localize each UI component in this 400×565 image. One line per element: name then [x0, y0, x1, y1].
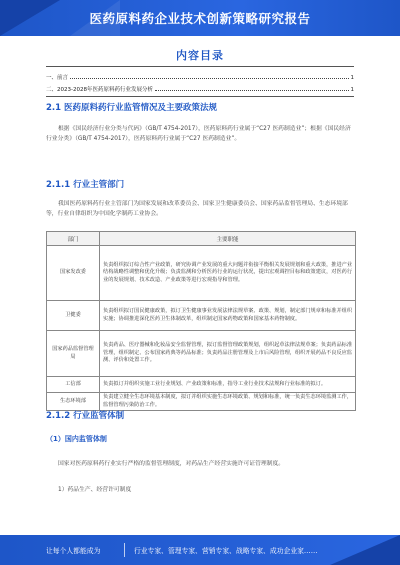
section-paragraph: 我国医药原料药行业主管部门为国家发展和改革委员会、国家卫生健康委员会、国家药品监督管理局、生态环境部等，行业自律组织为中国化学制药工业协会。 — [46, 201, 348, 217]
footer-tagline: 行业专家、管理专家、营销专家、战略专家、成功企业家…… — [134, 547, 318, 555]
footer-slogan: 让每个人都能成为 — [46, 547, 101, 555]
table-cell-dept: 国家发改委 — [47, 246, 100, 301]
table-cell-func: 负责建立健全生态环境基本制度，拟订并组织实施生态环境政策、规划和标准，统一负责生态环境监测工作，监督管理污染防治工作。 — [100, 393, 356, 411]
table-row — [47, 393, 356, 411]
section-heading: 2.1.1 行业主管部门 — [46, 180, 125, 190]
section-heading: 2.1.2 行业监管体制 — [46, 411, 125, 421]
section-paragraph: 国家对医药原料药行业实行严格的监督管理制度，对药品生产经营实施许可证管理制度。 — [58, 461, 285, 467]
toc-entry-page: 1 — [350, 75, 354, 81]
table-row — [47, 331, 356, 377]
toc-divider — [46, 66, 354, 67]
table-header-row — [47, 232, 356, 246]
toc-title: 内容目录 — [176, 49, 224, 62]
toc-leader-dots — [155, 90, 349, 91]
table-cell-func: 负责药品、医疗器械和化妆品安全监督管理，拟订监督管理政策规划，组织起草法律法规草案；负责药品标准管理，组织制定、公布国家药典等药品标准；负责药品注册管理及上市后风险管理，组织开展药品不良反应监测、评价和处置工作。 — [100, 331, 356, 377]
table-cell-func: 负责组织拟订国民健康政策，拟订卫生健康事业发展法律法规草案、政策、规划，制定部门规章和标准并组织实施；协调推进深化医药卫生体制改革，组织制定国家药物政策和国家基本药物制度。 — [100, 301, 356, 331]
toc-entry-text: 二、2023-2028年医药原料药行业发展分析 — [46, 87, 153, 93]
table-cell-dept: 工信部 — [47, 377, 100, 393]
toc-entry[interactable] — [46, 83, 354, 93]
report-title: 医药原料药企业技术创新策略研究报告 — [89, 11, 311, 26]
table-cell-dept: 国家药品监督管理局 — [47, 331, 100, 377]
table-header-cell: 主要职能 — [100, 232, 356, 246]
toc-divider — [46, 96, 354, 97]
table-row — [47, 377, 356, 393]
regulator-table — [46, 231, 356, 411]
table-row — [47, 246, 356, 301]
footer-divider — [124, 543, 125, 557]
table-cell-func: 负责组织拟订综合性产业政策，研究协调产业发展的重大问题并衔接平衡相关发展规划和重大政策，推进产业结构战略性调整和优化升级；负责监测和分析医药行业的运行状况，提出宏观调控目标和政策建议，对医药行业的发展规划、技术改造、产业政策等进行宏观指导和管理。 — [100, 246, 356, 301]
toc-leader-dots — [70, 78, 348, 79]
subsection-item: 1）药品生产、经营许可制度 — [58, 487, 132, 493]
table-cell-dept: 生态环境部 — [47, 393, 100, 411]
footer-decoration — [330, 535, 400, 565]
footer-banner — [0, 535, 400, 565]
toc-entry-text: 一、前言 — [46, 75, 69, 81]
toc-entry-page: 1 — [350, 87, 354, 93]
table-row — [47, 301, 356, 331]
subsection-heading: （1）国内监管体制 — [46, 435, 107, 443]
toc-entry[interactable] — [46, 71, 354, 81]
header-banner — [0, 0, 400, 36]
section-paragraph: 根据《国民经济行业分类与代码》（GB/T 4754-2017），医药原料药行业属于“C27 医药制造业”；根据《国民经济行业分类》（GB/T 4754-2017），医药原料药行业属于“C27 医药制造业”。 — [46, 126, 351, 142]
section-heading: 2.1 医药原料药行业监管情况及主要政策法规 — [46, 103, 218, 113]
table-cell-func: 负责拟订并组织实施工业行业规划、产业政策和标准，指导工业行业技术法规和行业标准的拟订。 — [100, 377, 356, 393]
table-cell-dept: 卫健委 — [47, 301, 100, 331]
table-header-cell: 部门 — [47, 232, 100, 246]
